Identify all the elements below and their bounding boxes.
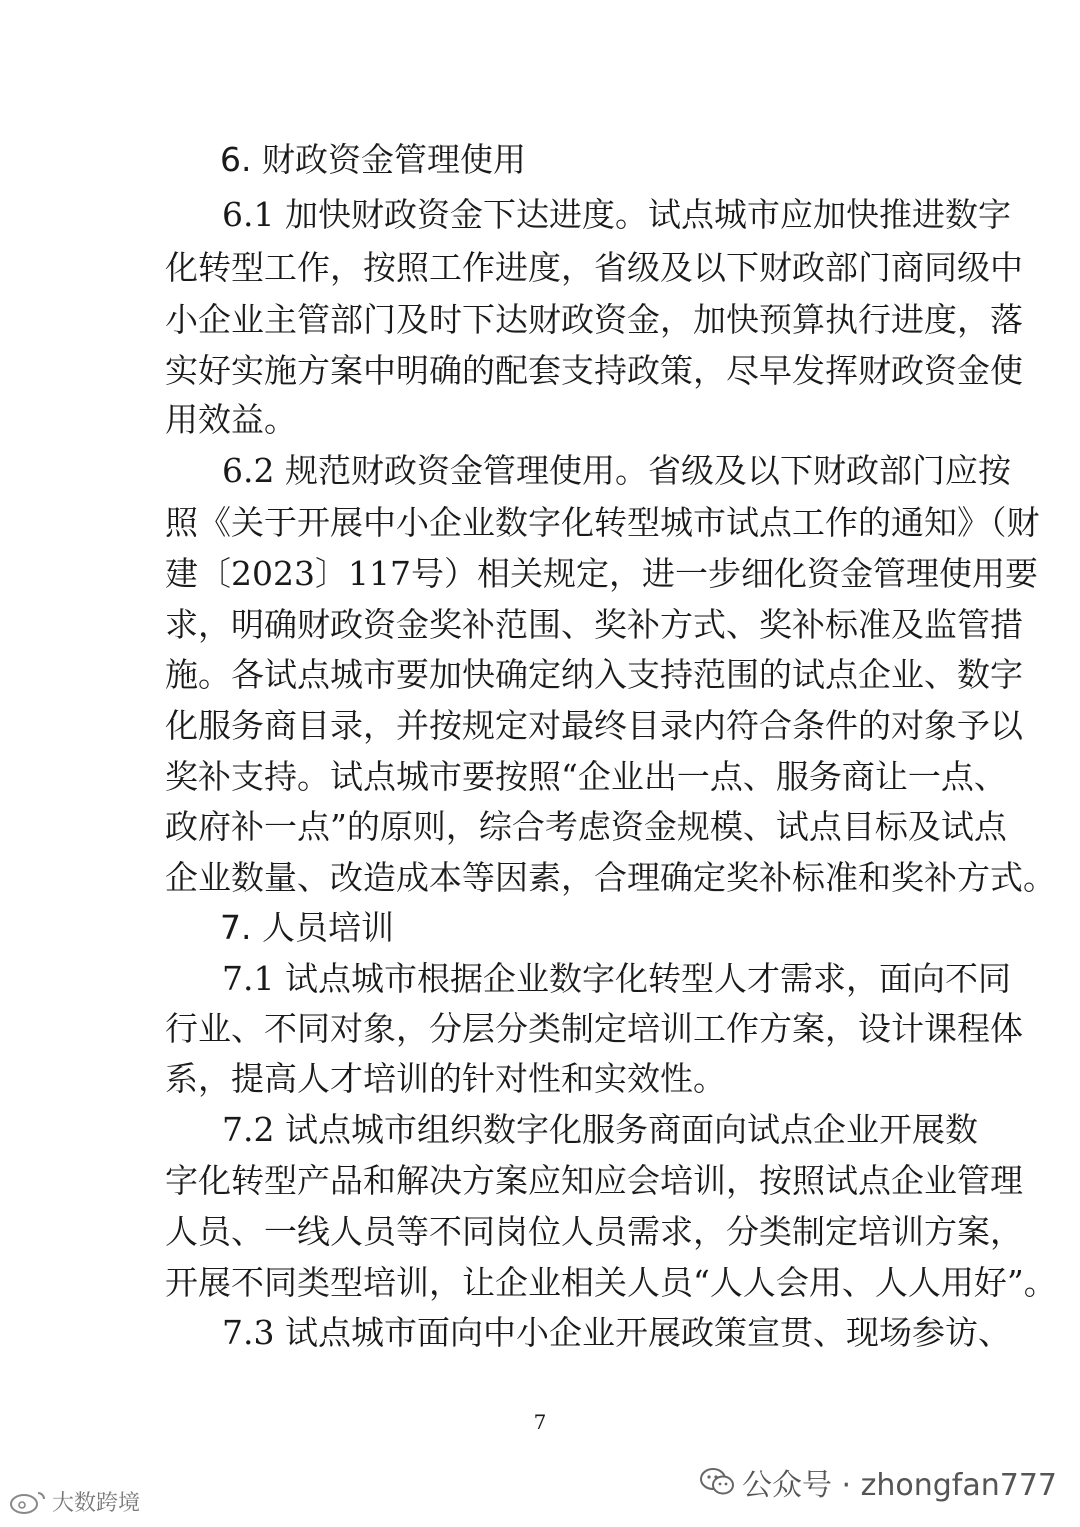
paragraph-line: 字化转型产品和解决方案应知应会培训，按照试点企业管理 (165, 1161, 1023, 1200)
paragraph-line: 行业、不同对象，分层分类制定培训工作方案，设计课程体 (165, 1009, 1023, 1048)
paragraph-line: 人员、一线人员等不同岗位人员需求，分类制定培训方案， (165, 1212, 1023, 1251)
paragraph-line: 企业数量、改造成本等因素，合理确定奖补标准和奖补方式。 (165, 858, 1056, 897)
paragraph-line: 建〔2023〕117号）相关规定，进一步细化资金管理使用要 (165, 554, 1038, 593)
weibo-icon (8, 1489, 48, 1515)
section-heading-7: 7. 人员培训 (220, 908, 394, 947)
paragraph-line: 6.1 加快财政资金下达进度。试点城市应加快推进数字 (222, 195, 1011, 234)
paragraph-line: 实好实施方案中明确的配套支持政策，尽早发挥财政资金使 (165, 351, 1023, 390)
page-number: 7 (533, 1410, 547, 1434)
section-heading-6: 6. 财政资金管理使用 (220, 140, 526, 179)
paragraph-line: 施。各试点城市要加快确定纳入支持范围的试点企业、数字 (165, 655, 1023, 694)
paragraph-line: 小企业主管部门及时下达财政资金，加快预算执行进度，落 (165, 300, 1023, 339)
paragraph-line: 7.2 试点城市组织数字化服务商面向试点企业开展数 (222, 1110, 978, 1149)
paragraph-line: 化转型工作，按照工作进度，省级及以下财政部门商同级中 (165, 248, 1023, 287)
paragraph-line: 系，提高人才培训的针对性和实效性。 (165, 1059, 726, 1098)
paragraph-line: 7.3 试点城市面向中小企业开展政策宣贯、现场参访、 (222, 1313, 1011, 1352)
paragraph-line: 开展不同类型培训，让企业相关人员“人人会用、人人用好”。 (165, 1263, 1057, 1302)
paragraph-line: 政府补一点”的原则，综合考虑资金规模、试点目标及试点 (165, 807, 1007, 846)
paragraph-line: 化服务商目录，并按规定对最终目录内符合条件的对象予以 (165, 706, 1023, 745)
wechat-watermark (700, 1460, 1057, 1504)
brand-watermark (8, 1486, 140, 1517)
paragraph-line: 照《关于开展中小企业数字化转型城市试点工作的通知》（财 (165, 503, 1040, 542)
wechat-watermark-text: 公众号 · zhongfan777 (742, 1468, 1057, 1503)
wechat-icon (700, 1467, 734, 1497)
paragraph-line: 求，明确财政资金奖补范围、奖补方式、奖补标准及监管措 (165, 605, 1023, 644)
paragraph-line: 7.1 试点城市根据企业数字化转型人才需求，面向不同 (222, 959, 1011, 998)
paragraph-line: 用效益。 (165, 400, 297, 439)
brand-watermark-text: 大数跨境 (52, 1491, 141, 1516)
paragraph-line: 奖补支持。试点城市要按照“企业出一点、服务商让一点、 (165, 757, 1007, 796)
paragraph-line: 6.2 规范财政资金管理使用。省级及以下财政部门应按 (222, 451, 1011, 490)
